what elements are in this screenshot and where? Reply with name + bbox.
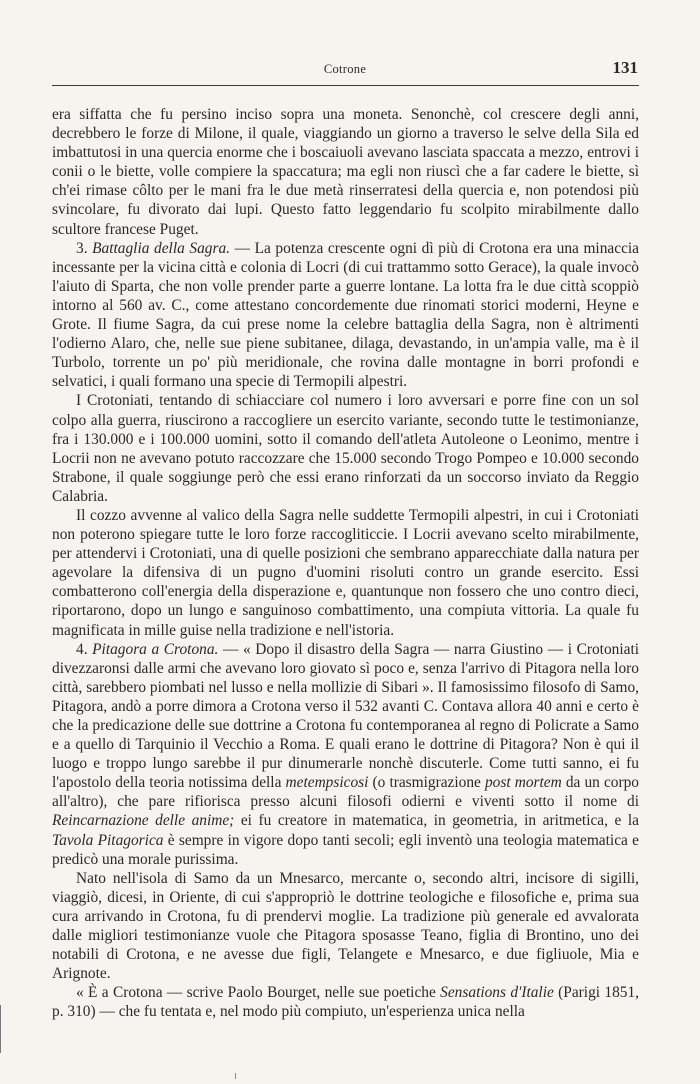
paragraph <box>52 391 639 506</box>
text-run: — « Dopo il disastro della Sagra — narra Giustino — i Crotoniati divezzaronsi dalle armi che avevano loro giovato sì poco e, senza l'arrivo di Pitagora nella loro città, sarebbero piombati nel lusso e nella mollizie di Sibari ». Il famosissimo filosofo di Samo, Pitagora, andò a porre dimora a Crotona verso il 532 avanti C. Contava allora 40 anni e certo è che la predicazione delle sue dottrine a Crotona fu contemporanea al regno di Policrate a Samo e a quello di Tarquinio il Vecchio a Roma. E quali erano le dottrine di Pitagora? Non è qui il luogo e troppo lungo sarebbe il pur dinumerarle nonchè discuterle. Come tutti sanno, ei fu l'apostolo della teoria notissima della <box>52 640 639 792</box>
text-run: « È a Crotona — scrive Paolo Bourget, nelle sue poetiche <box>76 984 441 1002</box>
binding-mark <box>0 1005 1 1053</box>
italic-text: Tavola Pitagorica <box>52 831 164 849</box>
text-run: (o trasmigrazione <box>368 774 485 792</box>
paragraph <box>52 983 639 1021</box>
page-header <box>52 58 638 80</box>
text-run: (Parigi 1851, p. 310) — che fu tentata e, nel modo più compiuto, un'esperienza unica nella <box>52 984 640 1021</box>
paragraph <box>52 239 639 392</box>
italic-text: Sensations d'Italie <box>440 984 554 1002</box>
paragraph <box>52 869 639 984</box>
header-rule <box>52 85 639 86</box>
italic-text: post mortem <box>484 774 562 792</box>
text-run: da un corpo all'altro), che pare rifiorisca presso alcuni filosofi odierni e viventi sotto il nome di <box>52 774 639 811</box>
text-run: era siffatta che fu persino inciso sopra una moneta. Senonchè, col crescere degli anni, decrebbero le forze di Milone, il quale, viaggiando un giorno a traverso le selve della Sila ed imbattutosi in una quercia enorme che i boscaiuoli avevano lasciata spaccata a mezzo, entrovi i conii o le biette, volle compiere la spaccatura; ma egli non riuscì che a far cadere le biette, sì ch'ei rimase côlto per le mani fra le due metà rinserratesi della quercia e, non potendosi più svincolare, fu divorato dai lupi. Questo fatto leggendario fu scolpito mirabilmente dallo scultore francese Puget. <box>52 106 639 238</box>
text-run: è sempre in vigore dopo tanti secoli; egli inventò una teologia matematica e predicò una morale purissima. <box>52 831 639 868</box>
paragraph <box>52 640 639 869</box>
italic-text: Pitagora a Crotona. <box>92 640 219 658</box>
text-run: ei fu creatore in matematica, in geometria, in aritmetica, e la <box>234 812 639 830</box>
paragraph <box>52 506 639 640</box>
text-run: 4. <box>76 640 93 658</box>
running-title: Cotrone <box>323 62 367 76</box>
text-run: — La potenza crescente ogni dì più di Crotona era una minaccia incessante per la vicina città e colonia di Locri (di cui trattammo sotto Gerace), la quale invocò l'aiuto di Sparta, che non volle prender parte a guerre lontane. La lotta fra le due città scoppiò intorno al 560 av. C., come attestano concordemente due rinomati storici moderni, Heyne e Grote. Il fiume Sagra, da cui prese nome la celebre battaglia della Sagra, non è altrimenti l'odierno Alaro, che, nelle sue piene subitanee, dilaga, devastando, in un'ampia valle, ma è il Turbolo, torrente un po' più meridionale, che rovina dalle montagne in borri profondi e selvatici, i quali formano una specie di Termopili alpestri. <box>52 239 640 391</box>
text-run: Il cozzo avvenne al valico della Sagra nelle suddette Termopili alpestri, in cui i Crotoniati non poterono spiegare tutte le loro forze raccogliticcie. I Locrii avevano scelto mirabilmente, per attendervi i Crotoniati, una di quelle posizioni che sembrano apparecchiate dalla natura per agevolare la difensiva di un pugno d'uomini risoluti contro un grande esercito. Essi combatterono coll'energia della disperazione e, quantunque non fossero che uno contro dieci, riportarono, dopo un lungo e sanguinoso combattimento, una compiuta vittoria. La quale fu magnificata in mille guise nella tradizione e nell'istoria. <box>52 506 639 639</box>
italic-text: Battaglia della Sagra. <box>92 239 231 257</box>
text-run: 3. <box>76 239 93 257</box>
paper-speck <box>235 1073 236 1079</box>
italic-text: metempsicosi <box>285 774 369 792</box>
text-run: I Crotoniati, tentando di schiacciare col numero i loro avversari e porre fine con un sol colpo alla guerra, riuscirono a raccogliere un esercito variante, secondo tutte le testimonianze, fra i 130.000 e i 100.000 uomini, sotto il comando dell'atleta Autoleone o Leonimo, mentre i Locrii non ne avevano potuto raccozzare che 15.000 secondo Trogo Pompeo e 10.000 secondo Strabone, il quale soggiunge però che essi erano rinforzati da un soccorso inviato da Reggio Calabria. <box>52 392 639 505</box>
paragraph <box>52 105 639 239</box>
page-number: 131 <box>612 58 638 77</box>
text-run: Nato nell'isola di Samo da un Mnesarco, mercante o, secondo altri, incisore di sigilli, viaggiò, dicesi, in Oriente, di cui s'appropriò le dottrine teologiche e filosofiche e, prima sua cura arrivando in Crotona, fu di prendervi moglie. La tradizione più generale ed avvalorata dalle migliori testimonianze vuole che Pitagora sposasse Teano, figlia di Brontino, uno dei notabili di Crotona, e ne avesse due figli, Telangete e Mnesarco, e due figliuole, Mia e Arignote. <box>52 869 639 983</box>
italic-text: Reincarnazione delle anime; <box>52 812 235 830</box>
body-text <box>52 105 639 1022</box>
